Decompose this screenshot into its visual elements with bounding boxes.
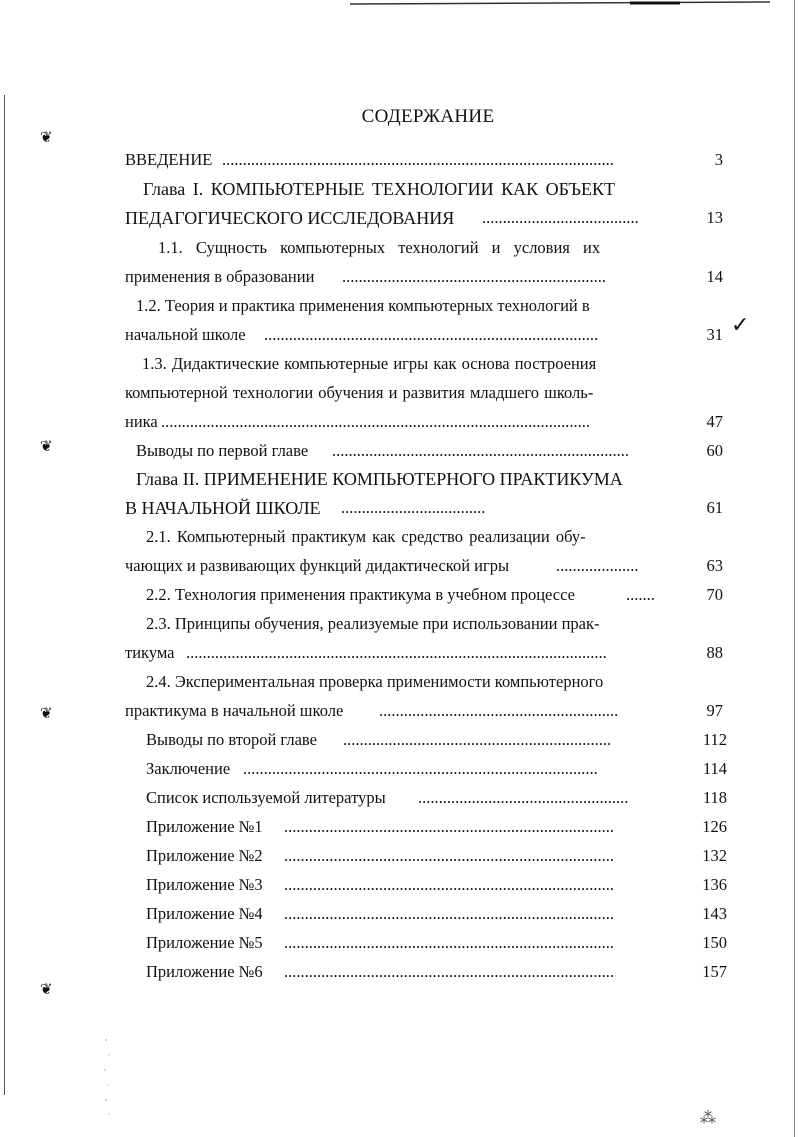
dot-leader: ............................................................................................... [222, 150, 614, 169]
toc-page-number: 114 [702, 759, 727, 778]
toc-entry-2-2 [0, 583, 799, 607]
dot-leader: ........................................................................ [332, 441, 629, 460]
toc-entry-conclusions-1 [0, 439, 799, 463]
toc-entry-text: ника [125, 412, 158, 431]
toc-entry-text: начальной школе [125, 325, 246, 344]
toc-page-number: 143 [702, 904, 727, 923]
toc-entry-1-2 [0, 323, 799, 347]
toc-entry-appendix-5 [0, 931, 799, 955]
toc-entry-text: тикума [125, 643, 175, 662]
toc-entry-text: Выводы по первой главе [136, 441, 309, 460]
toc-entry-2-1 [0, 554, 799, 578]
toc-entry-line [0, 670, 799, 694]
toc-entry-line [0, 612, 799, 636]
toc-entry-text: 2.1. Компьютерный практикум как средство реализации обу- [146, 527, 586, 546]
toc-entry-text: Приложение №2 [146, 846, 263, 865]
toc-entry-line [0, 236, 799, 260]
toc-page-number: 60 [706, 441, 723, 460]
toc-entry-text: 1.1. Сущность компьютерных технологий и условия их [158, 238, 601, 257]
toc-entry-conclusion [0, 757, 799, 781]
dot-leader: ................................................................. [343, 730, 612, 749]
toc-entry-text: Список используемой литературы [146, 788, 386, 807]
toc-entry-chapter-2 [0, 496, 799, 520]
dot-leader: ................................................................................. [264, 325, 599, 344]
dot-leader: ................................................................................ [284, 846, 614, 865]
toc-entry-text: практикума в начальной школе [125, 701, 344, 720]
dot-leader: ................................................................................ [284, 904, 614, 923]
scan-blot: ⁂ [700, 1110, 716, 1127]
toc-page-number: 14 [706, 267, 723, 286]
toc-entry-appendix-2 [0, 844, 799, 868]
toc-entry-line [0, 352, 799, 376]
toc-page-number: 47 [706, 412, 723, 431]
toc-entry-1-1 [0, 265, 799, 289]
toc-entry-appendix-4 [0, 902, 799, 926]
toc-page-number: 118 [702, 788, 727, 807]
dot-leader: ................................................................................ [284, 933, 614, 952]
toc-entry-text: 1.3. Дидактические компьютерные игры как основа построения [142, 354, 597, 373]
page-title: СОДЕРЖАНИЕ [361, 106, 495, 127]
toc-page-number: 3 [714, 150, 723, 169]
toc-entry-conclusions-2 [0, 728, 799, 752]
toc-entry-text: В НАЧАЛЬНОЙ ШКОЛЕ [125, 498, 321, 518]
toc-page-number: 63 [706, 556, 723, 575]
punch-hole-mark: ❦ [40, 439, 53, 455]
toc-entry-text: 2.2. Технология применения практикума в учебном процессе [146, 585, 575, 604]
punch-hole-mark: ❦ [40, 982, 53, 998]
toc-entry-appendix-6 [0, 960, 799, 984]
toc-entry-line [0, 294, 799, 318]
toc-page-number: 97 [706, 701, 723, 720]
toc-entry-line [0, 525, 799, 549]
toc-page-number: 31 [706, 325, 723, 344]
toc-entry-text: ПЕДАГОГИЧЕСКОГО ИССЛЕДОВАНИЯ [125, 208, 455, 228]
dot-leader: ...................................... [482, 208, 639, 227]
toc-entry-text: Глава I. КОМПЬЮТЕРНЫЕ ТЕХНОЛОГИИ КАК ОБЪЕКТ [143, 179, 615, 199]
toc-chapter-heading [0, 467, 799, 491]
toc-page-number: 150 [702, 933, 727, 952]
toc-page-number: 61 [706, 498, 723, 517]
handwritten-check-mark: ✓ [731, 312, 750, 337]
punch-hole-mark: ❦ [40, 130, 53, 146]
toc-entry-text: Приложение №5 [146, 933, 263, 952]
toc-entry-bibliography [0, 786, 799, 810]
scan-artifact-top [350, 0, 770, 6]
scan-noise [100, 1030, 120, 1120]
toc-entry-text: Приложение №4 [146, 904, 263, 923]
dot-leader: ................................................... [418, 788, 629, 807]
toc-entry-text: Приложение №6 [146, 962, 263, 981]
toc-entry-text: применения в образовании [125, 267, 315, 286]
toc-chapter-heading [0, 177, 799, 201]
toc-entry-2-4 [0, 699, 799, 723]
toc-entry-text: Приложение №3 [146, 875, 263, 894]
toc-entry-text: компьютерной технологии обучения и развития младшего школь- [125, 383, 594, 402]
toc-entry-1-3 [0, 410, 799, 434]
dot-leader: ................................... [341, 498, 486, 517]
dot-leader: ...................................................................................................... [186, 643, 607, 662]
toc-entry-text: Заключение [146, 759, 231, 778]
dot-leader: ................................................................ [342, 267, 606, 286]
toc-page-number: 157 [702, 962, 727, 981]
punch-hole-mark: ❦ [40, 706, 53, 722]
toc-entry-text: ВВЕДЕНИЕ [125, 150, 213, 169]
dot-leader: ...................................................................................... [243, 759, 598, 778]
dot-leader: .......................................................... [379, 701, 619, 720]
dot-leader: ................................................................................ [284, 817, 614, 836]
dot-leader: ....... [626, 585, 655, 604]
toc-entry-text: 2.3. Принципы обучения, реализуемые при использовании прак- [146, 614, 600, 633]
toc-entry-text: Глава II. ПРИМЕНЕНИЕ КОМПЬЮТЕРНОГО ПРАКТИКУМА [136, 469, 623, 489]
dot-leader: ........................................................................................................ [161, 412, 590, 431]
toc-entry-2-3 [0, 641, 799, 665]
toc-entry-text: 2.4. Экспериментальная проверка применимости компьютерного [146, 672, 604, 691]
dot-leader: ................................................................................ [284, 962, 614, 981]
dot-leader: ................................................................................ [284, 875, 614, 894]
toc-page-number: 13 [706, 208, 723, 227]
toc-entry-text: Приложение №1 [146, 817, 263, 836]
dot-leader: .................... [556, 556, 639, 575]
toc-entry-text: 1.2. Теория и практика применения компьютерных технологий в [136, 296, 590, 315]
toc-page-number: 70 [706, 585, 723, 604]
toc-entry-line [0, 381, 799, 405]
toc-entry-introduction [0, 148, 799, 172]
toc-page-number: 132 [702, 846, 727, 865]
toc-entry-appendix-1 [0, 815, 799, 839]
toc-page-number: 136 [702, 875, 727, 894]
toc-entry-chapter-1 [0, 206, 799, 230]
toc-entry-text: чающих и развивающих функций дидактической игры [125, 556, 510, 575]
toc-entry-appendix-3 [0, 873, 799, 897]
toc-page-number: 112 [702, 730, 727, 749]
toc-page-number: 126 [702, 817, 727, 836]
toc-page-number: 88 [706, 643, 723, 662]
toc-entry-text: Выводы по второй главе [146, 730, 317, 749]
